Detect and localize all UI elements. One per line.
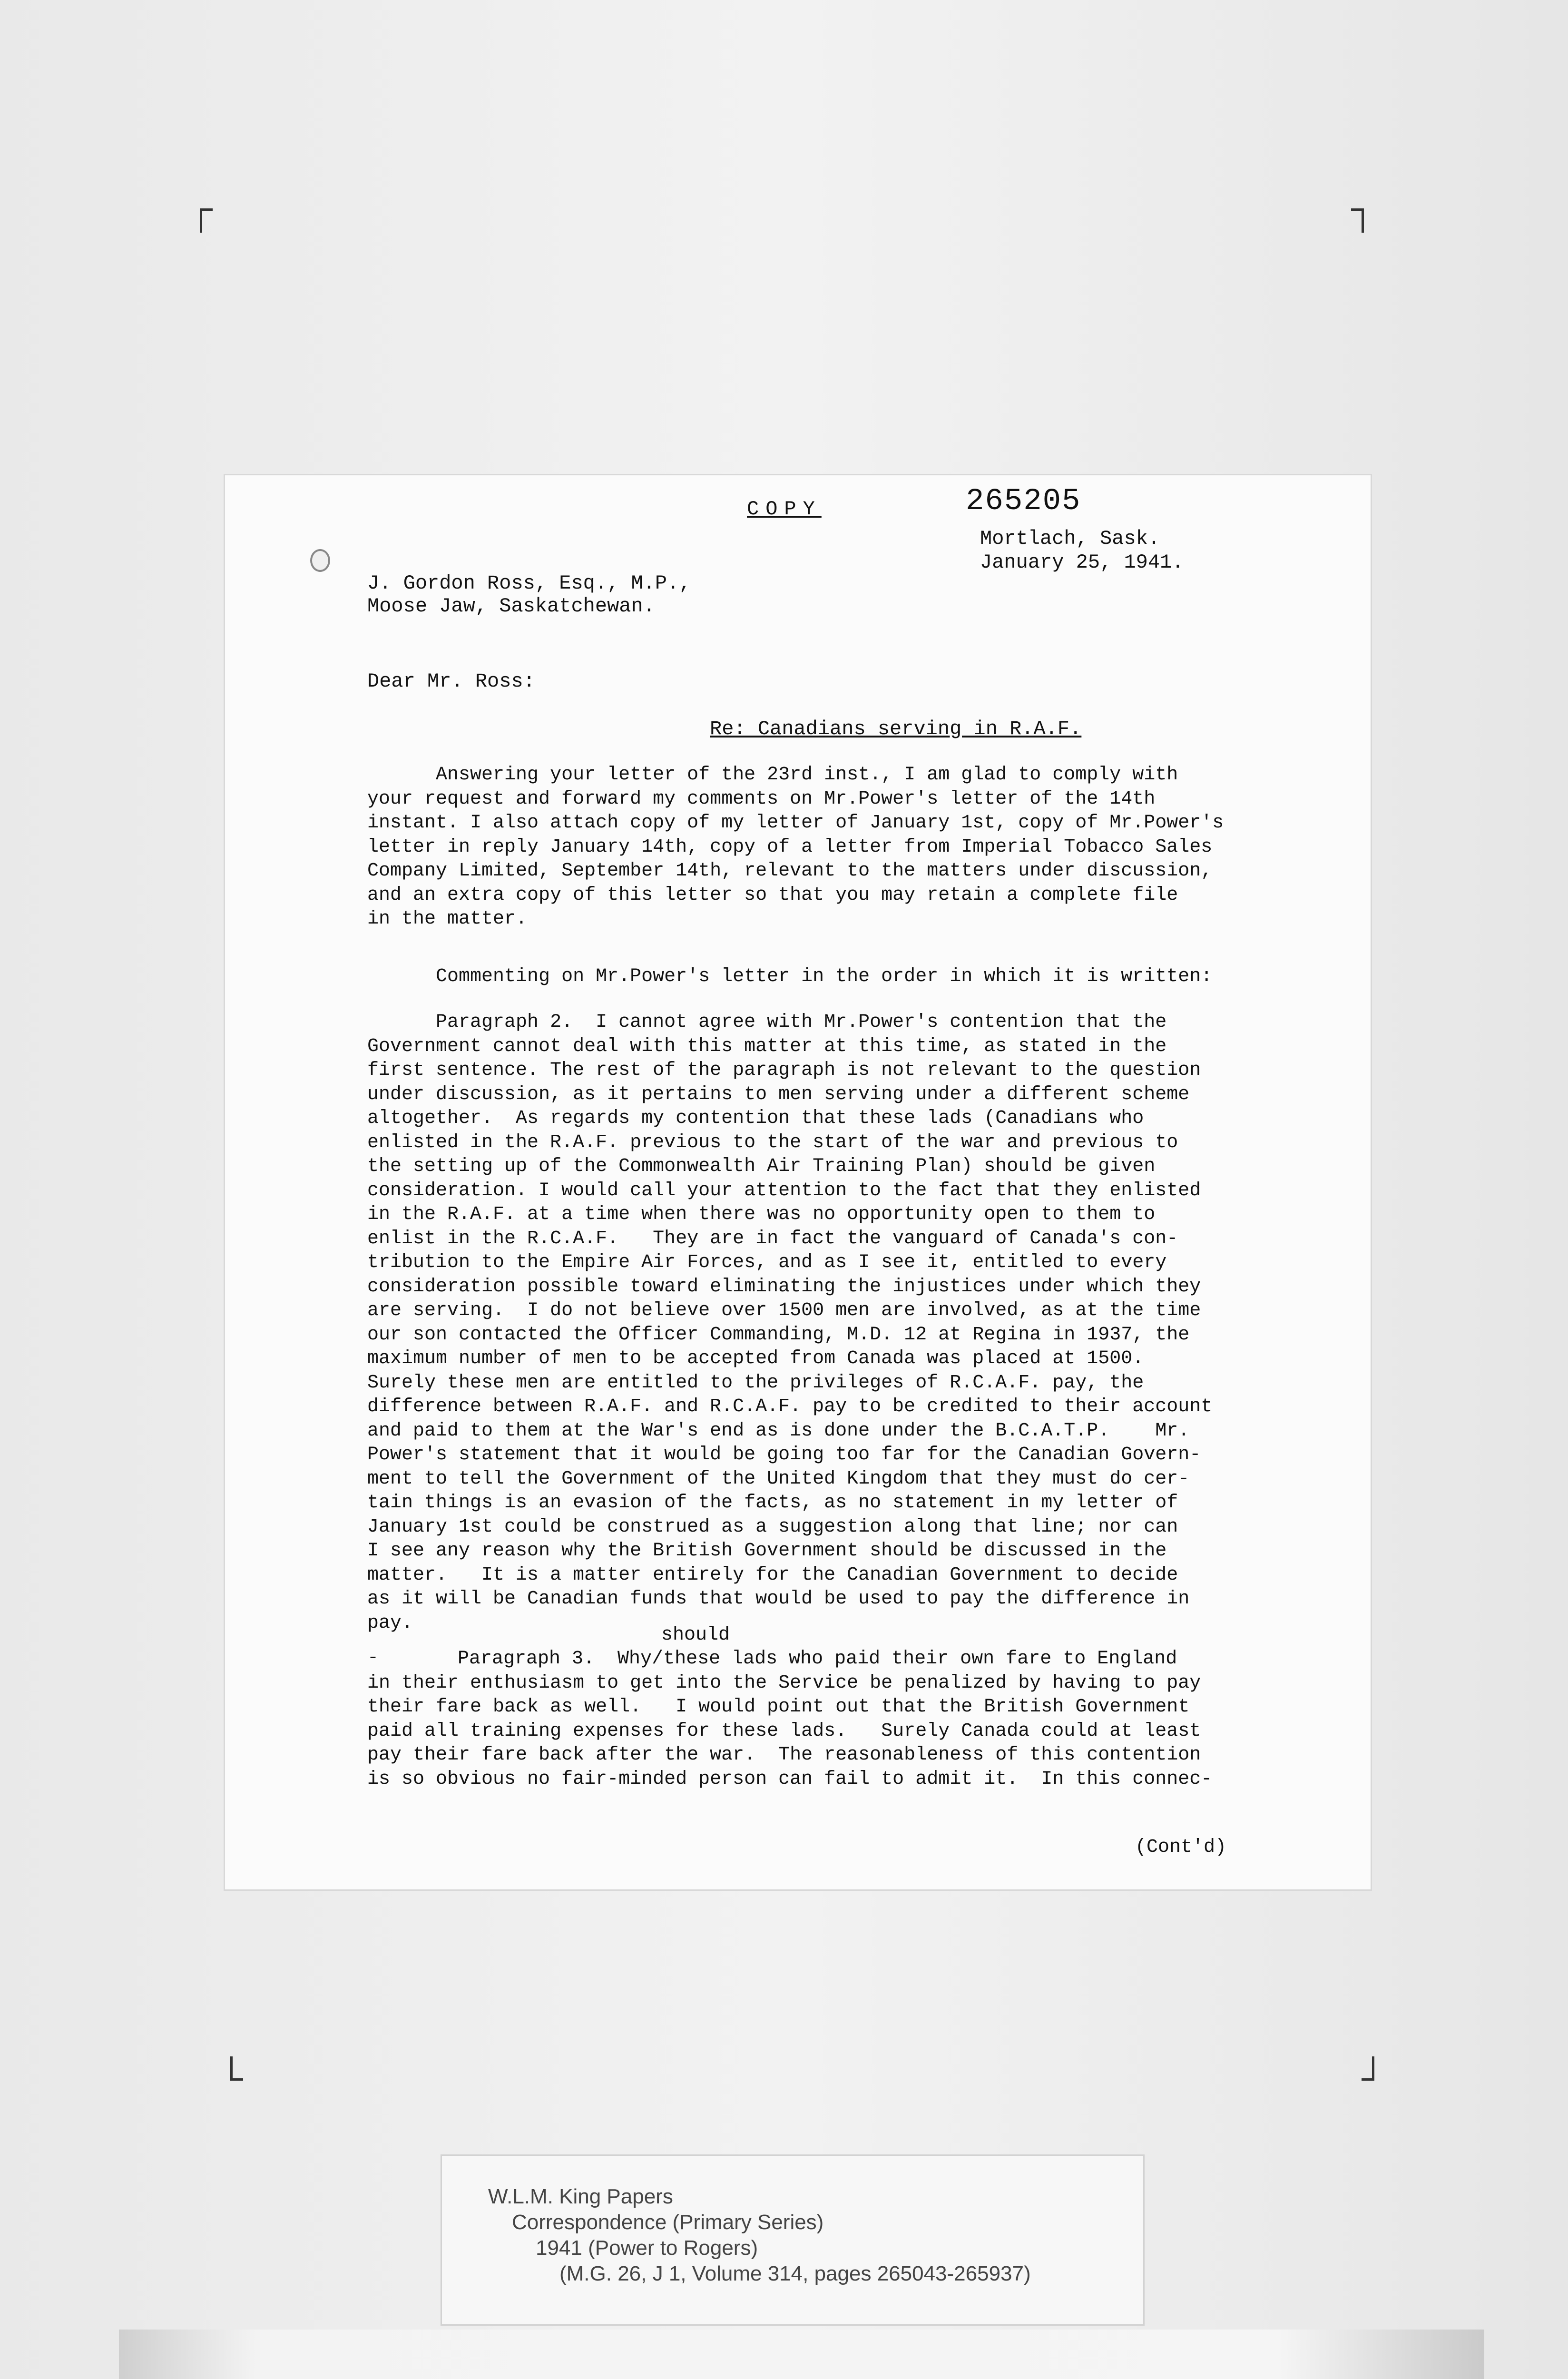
sender-place: Mortlach, Sask. [980,527,1160,550]
crop-mark-bottom-right [1362,2056,1374,2081]
document-number: 265205 [966,484,1081,519]
continued-mark: (Cont'd) [1135,1837,1227,1858]
copy-mark: COPY [747,498,822,521]
margin-dash: - [367,1647,379,1669]
addressee-location: Moose Jaw, Saskatchewan. [367,595,655,618]
slip-line-1: W.L.M. King Papers [488,2185,673,2208]
addressee-name: J. Gordon Ross, Esq., M.P., [367,572,691,595]
crop-mark-bottom-left [230,2056,243,2081]
letter-page [224,474,1372,1891]
paragraph-4-first-line: Paragraph 3. Why/these lads who paid their own fare to England [458,1648,1177,1670]
letter-date: January 25, 1941. [980,551,1184,574]
slip-line-3: 1941 (Power to Rogers) [536,2236,758,2260]
paragraph-1: Answering your letter of the 23rd inst., I am glad to comply with your request and forward my comments on Mr.Power's letter of the 14th instant. I also attach copy of my letter of January 1st, copy of Mr.Power's letter in reply January 14th, copy of a letter from Imperial Tobacco Sales Company Limited, September 14th, relevant to the matters under discussion, and an extra copy of this letter so that you may retain a complete file in the matter. [367,764,1224,930]
paragraph-2: Commenting on Mr.Power's letter in the order in which it is written: [367,966,1213,987]
punch-hole [310,549,330,572]
crop-mark-top-left [200,208,213,233]
paragraph-3: Paragraph 2. I cannot agree with Mr.Power's contention that the Government cannot deal with this matter at this time, as stated in the first sentence. The rest of the paragraph is not relevant to the question under discussion, as it pertains to men serving under a different scheme altogether. As regards my contention that these lads (Canadians who enlisted in the R.A.F. previous to the start of the war and previous to the setting up of the Commonwealth Air Training Plan) should be given consideration. I would call your attention to the fact that they enlisted in the R.A.F. at a time when there was no opportunity open to them to enlist in the R.C.A.F. They are in fact the vanguard of Canada's con- tribution to the Empire Air Forces, and as I see it, entitled to every consideration possible toward eliminating the injustices under which they are serving. I do not believe over 1500 men are involved, as at the time our son contacted the Officer Commanding, M.D. 12 at Regina in 1937, the maximum number of men to be accepted from Canada was placed at 1500. Surely these men are entitled to the privileges of R.C.A.F. pay, the difference between R.A.F. and R.C.A.F. pay to be credited to their account and paid to them at the War's end as is done under the B.C.A.T.P. Mr. Power's statement that it would be going too far for the Canadian Govern- ment to tell the Government of the United Kingdom that they must do cer- tain things is an evasion of the facts, as no statement in my letter of January 1st could be construed as a suggestion along that line; nor can I see any reason why the British Government should be discussed in the matter. It is a matter entirely for the Canadian Government to decide as it will be Canadian funds that would be used to pay the difference in pay. [367,1012,1213,1634]
paragraph-4-body: in their enthusiasm to get into the Service be penalized by having to pay their fare back as well. I would point out that the British Government paid all training expenses for these lads. Surely Canada could at least pay their fare back after the war. The reasonableness of this contention is so obvious no fair-minded person can fail to admit it. In this connec- [367,1672,1213,1790]
slip-line-4: (M.G. 26, J 1, Volume 314, pages 265043-265937) [559,2262,1031,2285]
salutation: Dear Mr. Ross: [367,670,535,693]
archives-banner [119,2330,1484,2379]
handwritten-insertion: should [661,1624,730,1646]
crop-mark-top-right [1351,208,1364,233]
slip-line-2: Correspondence (Primary Series) [512,2211,824,2234]
archive-reference-slip [441,2154,1145,2326]
subject-line: Re: Canadians serving in R.A.F. [710,718,1082,740]
